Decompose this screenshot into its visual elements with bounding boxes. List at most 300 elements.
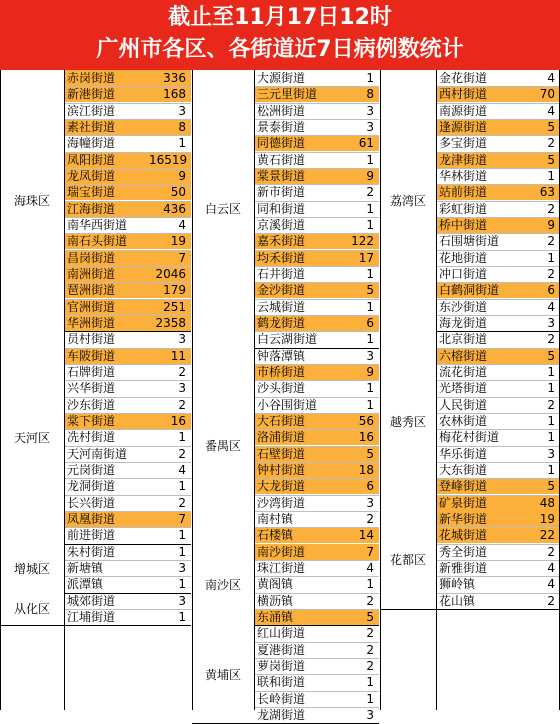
row-divider — [436, 103, 560, 104]
report-date-title: 截止至11月17日12时 — [168, 5, 392, 30]
case-count: 7 — [334, 544, 379, 560]
row-divider — [436, 233, 560, 234]
row-divider — [64, 462, 191, 463]
row-divider — [64, 233, 191, 234]
case-count: 3 — [178, 593, 186, 608]
row-divider — [436, 119, 560, 120]
street-name: 琶洲街道 — [64, 282, 149, 298]
case-count: 2 — [547, 544, 555, 559]
street-name: 景泰街道 — [257, 119, 306, 134]
street-name: 秀全街道 — [439, 544, 488, 559]
case-count: 5 — [334, 609, 379, 625]
row-divider — [436, 184, 560, 185]
street-name: 红山街道 — [257, 626, 306, 641]
row-divider — [64, 429, 191, 430]
street-name: 白云湖街道 — [257, 332, 318, 347]
case-count: 11 — [149, 348, 191, 364]
row-divider — [254, 691, 379, 692]
case-count-table — [0, 70, 560, 722]
street-name: 花地街道 — [439, 250, 488, 265]
case-count: 1 — [178, 609, 186, 624]
street-name: 彩虹街道 — [439, 201, 488, 216]
case-count: 3 — [178, 103, 186, 118]
row-divider — [254, 478, 379, 479]
case-count: 436 — [149, 201, 191, 217]
street-name: 赤岗街道 — [64, 70, 149, 86]
street-name: 北京街道 — [439, 332, 488, 347]
row-divider — [254, 576, 379, 577]
row-divider — [254, 413, 379, 414]
column-divider — [64, 70, 65, 710]
case-count: 2 — [366, 626, 374, 641]
case-count: 1 — [547, 168, 555, 183]
street-name: 长兴街道 — [67, 495, 116, 510]
report-header — [0, 0, 560, 70]
row-divider — [254, 446, 379, 447]
case-count: 3 — [366, 348, 374, 363]
street-name: 东涌镇 — [254, 609, 334, 625]
district-label: 番禺区 — [192, 348, 254, 544]
case-count: 7 — [149, 250, 191, 266]
row-divider — [436, 527, 560, 528]
street-name: 云城街道 — [257, 299, 306, 314]
street-name: 冼村街道 — [67, 430, 116, 445]
case-count: 1 — [366, 381, 374, 396]
street-name: 三元里街道 — [254, 86, 334, 102]
district-label: 荔湾区 — [380, 70, 436, 331]
row-divider — [436, 576, 560, 577]
row-divider — [64, 152, 191, 153]
case-count: 1 — [366, 577, 374, 592]
row-divider — [64, 348, 191, 349]
case-count: 1 — [547, 430, 555, 445]
street-name: 南源街道 — [439, 103, 488, 118]
column-divider — [436, 70, 437, 710]
case-count: 2 — [366, 593, 374, 608]
street-name: 大源街道 — [257, 71, 306, 85]
case-count: 63 — [520, 184, 560, 200]
row-divider — [254, 429, 379, 430]
case-count: 1 — [366, 266, 374, 281]
case-count: 1 — [366, 397, 374, 412]
street-name: 钟落潭镇 — [257, 348, 306, 363]
case-count: 1 — [547, 462, 555, 477]
district-label: 越秀区 — [380, 331, 436, 511]
row-divider — [64, 478, 191, 479]
row-divider — [254, 331, 379, 332]
street-name: 棠景街道 — [254, 168, 334, 184]
street-name: 海龙街道 — [439, 315, 488, 330]
street-name: 长岭街道 — [257, 691, 306, 706]
street-name: 大东街道 — [439, 462, 488, 477]
case-count: 4 — [366, 560, 374, 575]
street-name: 凤阳街道 — [64, 152, 149, 168]
street-name: 新塘镇 — [67, 560, 104, 575]
row-divider — [64, 446, 191, 447]
row-divider — [64, 250, 191, 251]
case-count: 50 — [149, 184, 191, 200]
case-count: 8 — [334, 86, 379, 102]
street-name: 前进街道 — [67, 528, 116, 543]
street-name: 天河南街道 — [67, 446, 128, 461]
case-count: 56 — [334, 413, 379, 429]
street-name: 松洲街道 — [257, 103, 306, 118]
row-divider — [436, 266, 560, 267]
row-divider — [254, 609, 379, 610]
row-divider — [64, 380, 191, 381]
case-count: 4 — [547, 103, 555, 118]
street-name: 南石头街道 — [64, 233, 149, 249]
row-divider — [254, 282, 379, 283]
row-divider — [64, 576, 191, 577]
street-name: 同和街道 — [257, 201, 306, 216]
report-title: 广州市各区、各街道近7日病例数统计 — [96, 37, 464, 62]
column-divider — [380, 70, 381, 710]
row-divider — [254, 642, 379, 643]
street-name: 凤凰街道 — [64, 511, 149, 527]
case-count: 2 — [547, 201, 555, 216]
street-name: 江海街道 — [64, 201, 149, 217]
street-name: 狮岭镇 — [439, 577, 476, 592]
street-name: 兴华街道 — [67, 381, 116, 396]
street-name: 沙湾街道 — [257, 495, 306, 510]
case-count: 3 — [178, 332, 186, 347]
row-divider — [436, 152, 560, 153]
case-count: 5 — [334, 282, 379, 298]
street-name: 嘉禾街道 — [254, 233, 334, 249]
row-divider — [254, 593, 379, 594]
row-divider — [254, 462, 379, 463]
street-name: 龙津街道 — [436, 152, 520, 168]
row-divider — [254, 560, 379, 561]
case-count: 16 — [149, 413, 191, 429]
case-count: 3 — [547, 315, 555, 330]
row-divider — [64, 299, 191, 300]
street-name: 横沥镇 — [257, 593, 294, 608]
case-count: 1 — [366, 691, 374, 706]
row-divider — [436, 299, 560, 300]
case-count: 17 — [334, 250, 379, 266]
case-count: 1 — [366, 201, 374, 216]
case-count: 3 — [366, 103, 374, 118]
row-divider — [64, 266, 191, 267]
case-count: 7 — [149, 511, 191, 527]
street-name: 同德街道 — [254, 135, 334, 151]
street-name: 均禾街道 — [254, 250, 334, 266]
row-divider — [436, 544, 560, 545]
row-divider — [254, 217, 379, 218]
district-label: 花都区 — [380, 511, 436, 609]
street-name: 矿泉街道 — [436, 495, 520, 511]
street-name: 官洲街道 — [64, 299, 149, 315]
street-name: 江埔街道 — [67, 609, 116, 624]
case-count: 5 — [520, 119, 560, 135]
street-name: 钟村街道 — [254, 462, 334, 478]
case-count: 4 — [178, 217, 186, 232]
street-name: 海幢街道 — [67, 136, 116, 151]
street-name: 城郊街道 — [67, 593, 116, 608]
street-name: 昌岗街道 — [64, 250, 149, 266]
district-label: 从化区 — [0, 593, 64, 626]
case-count: 1 — [547, 381, 555, 396]
street-name: 珠江街道 — [257, 560, 306, 575]
street-name: 滨江街道 — [67, 103, 116, 118]
district-label: 白云区 — [192, 70, 254, 348]
row-divider — [254, 658, 379, 659]
street-name: 金花街道 — [439, 71, 488, 85]
street-name: 花山镇 — [439, 593, 476, 608]
street-name: 人民街道 — [439, 397, 488, 412]
street-name: 夏港街道 — [257, 642, 306, 657]
row-divider — [64, 86, 191, 87]
case-count: 1 — [547, 250, 555, 265]
case-count: 6 — [334, 315, 379, 331]
street-name: 农林街道 — [439, 413, 488, 428]
row-divider — [436, 397, 560, 398]
street-name: 光塔街道 — [439, 381, 488, 396]
street-name: 登峰街道 — [436, 478, 520, 494]
case-count: 2 — [547, 136, 555, 151]
street-name: 员村街道 — [67, 332, 116, 347]
district-divider — [380, 609, 560, 610]
row-divider — [64, 413, 191, 414]
case-count: 1 — [178, 544, 186, 559]
district-label: 增城区 — [0, 544, 64, 593]
row-divider — [436, 282, 560, 283]
column-divider — [254, 70, 255, 710]
case-count: 2 — [178, 397, 186, 412]
case-count: 1 — [366, 675, 374, 690]
row-divider — [254, 233, 379, 234]
case-count: 2 — [547, 332, 555, 347]
row-divider — [254, 364, 379, 365]
street-name: 元岗街道 — [67, 462, 116, 477]
row-divider — [64, 201, 191, 202]
street-name: 南村镇 — [257, 511, 294, 526]
case-count: 5 — [334, 446, 379, 462]
street-name: 龙湖街道 — [257, 707, 306, 722]
case-count: 1 — [366, 332, 374, 347]
street-name: 石楼镇 — [254, 527, 334, 543]
row-divider — [436, 462, 560, 463]
street-name: 沙东街道 — [67, 397, 116, 412]
street-name: 洛浦街道 — [254, 429, 334, 445]
street-name: 大龙街道 — [254, 478, 334, 494]
case-count: 168 — [149, 86, 191, 102]
row-divider — [436, 429, 560, 430]
row-divider — [64, 184, 191, 185]
case-count: 251 — [149, 299, 191, 315]
row-divider — [254, 135, 379, 136]
street-name: 棠下街道 — [64, 413, 149, 429]
case-count: 8 — [149, 119, 191, 135]
row-divider — [254, 707, 379, 708]
case-count: 2 — [366, 185, 374, 200]
row-divider — [436, 348, 560, 349]
case-count: 19 — [520, 511, 560, 527]
street-name: 西村街道 — [436, 86, 520, 102]
row-divider — [254, 315, 379, 316]
case-count: 1 — [178, 479, 186, 494]
case-count: 179 — [149, 282, 191, 298]
street-name: 新华街道 — [436, 511, 520, 527]
street-name: 派潭镇 — [67, 577, 104, 592]
row-divider — [436, 364, 560, 365]
street-name: 新市街道 — [257, 185, 306, 200]
row-divider — [436, 135, 560, 136]
row-divider — [254, 495, 379, 496]
case-count: 16 — [334, 429, 379, 445]
row-divider — [254, 266, 379, 267]
district-label: 海珠区 — [0, 70, 64, 331]
case-count: 18 — [334, 462, 379, 478]
row-divider — [64, 364, 191, 365]
street-name: 京溪街道 — [257, 217, 306, 232]
case-count: 3 — [366, 119, 374, 134]
street-name: 石壁街道 — [254, 446, 334, 462]
row-divider — [64, 119, 191, 120]
case-count: 9 — [334, 364, 379, 380]
row-divider — [436, 413, 560, 414]
street-name: 新雅街道 — [439, 560, 488, 575]
column-divider — [192, 70, 193, 710]
case-count: 9 — [520, 217, 560, 233]
case-count: 70 — [520, 86, 560, 102]
row-divider — [436, 478, 560, 479]
case-count: 3 — [178, 560, 186, 575]
row-divider — [436, 593, 560, 594]
street-name: 新港街道 — [64, 86, 149, 102]
row-divider — [64, 560, 191, 561]
case-count: 2 — [178, 446, 186, 461]
street-name: 花城街道 — [436, 527, 520, 543]
case-count: 9 — [334, 168, 379, 184]
district-divider — [0, 625, 191, 626]
street-name: 车陂街道 — [64, 348, 149, 364]
case-count: 1 — [366, 299, 374, 314]
row-divider — [64, 397, 191, 398]
row-divider — [254, 152, 379, 153]
street-name: 流花街道 — [439, 364, 488, 379]
case-count: 22 — [520, 527, 560, 543]
street-name: 素社街道 — [64, 119, 149, 135]
row-divider — [254, 674, 379, 675]
row-divider — [254, 527, 379, 528]
row-divider — [254, 299, 379, 300]
case-count: 14 — [334, 527, 379, 543]
row-divider — [64, 103, 191, 104]
street-name: 南洲街道 — [64, 266, 149, 282]
street-name: 市桥街道 — [254, 364, 334, 380]
case-count: 1 — [178, 430, 186, 445]
street-name: 联和街道 — [257, 675, 306, 690]
case-count: 336 — [149, 70, 191, 86]
case-count: 1 — [547, 364, 555, 379]
street-name: 石围塘街道 — [439, 234, 500, 249]
street-name: 金沙街道 — [254, 282, 334, 298]
case-count: 1 — [178, 136, 186, 151]
street-name: 龙洞街道 — [67, 479, 116, 494]
case-count: 2358 — [149, 315, 191, 331]
case-count: 6 — [520, 282, 560, 298]
street-name: 东沙街道 — [439, 299, 488, 314]
row-divider — [64, 168, 191, 169]
case-count: 1 — [366, 71, 374, 85]
case-count: 1 — [178, 528, 186, 543]
street-name: 逢源街道 — [436, 119, 520, 135]
row-divider — [436, 217, 560, 218]
row-divider — [254, 250, 379, 251]
row-divider — [254, 201, 379, 202]
case-count: 19 — [149, 233, 191, 249]
street-name: 南沙街道 — [254, 544, 334, 560]
row-divider — [254, 119, 379, 120]
case-count: 61 — [334, 135, 379, 151]
row-divider — [436, 168, 560, 169]
row-divider — [64, 609, 191, 610]
case-count: 122 — [334, 233, 379, 249]
row-divider — [254, 103, 379, 104]
street-name: 瑞宝街道 — [64, 184, 149, 200]
case-count: 16519 — [149, 152, 191, 168]
street-name: 冲口街道 — [439, 266, 488, 281]
row-divider — [64, 527, 191, 528]
row-divider — [64, 511, 191, 512]
street-name: 梅花村街道 — [439, 430, 500, 445]
row-divider — [64, 282, 191, 283]
street-name: 黄阁镇 — [257, 577, 294, 592]
street-name: 朱村街道 — [67, 544, 116, 559]
street-name: 南华西街道 — [67, 217, 128, 232]
case-count: 4 — [547, 71, 555, 85]
street-name: 石井街道 — [257, 266, 306, 281]
case-count: 5 — [520, 478, 560, 494]
row-divider — [64, 315, 191, 316]
case-count: 3 — [547, 446, 555, 461]
row-divider — [436, 560, 560, 561]
street-name: 华洲街道 — [64, 315, 149, 331]
street-name: 六榕街道 — [436, 348, 520, 364]
row-divider — [254, 168, 379, 169]
street-name: 桥中街道 — [436, 217, 520, 233]
street-name: 鹤龙街道 — [254, 315, 334, 331]
case-count: 2046 — [149, 266, 191, 282]
row-divider — [436, 495, 560, 496]
case-count: 3 — [178, 381, 186, 396]
row-divider — [254, 511, 379, 512]
case-count: 4 — [178, 462, 186, 477]
case-count: 2 — [547, 397, 555, 412]
row-divider — [64, 135, 191, 136]
case-count: 4 — [547, 560, 555, 575]
street-name: 白鹤洞街道 — [436, 282, 520, 298]
street-name: 石牌街道 — [67, 364, 116, 379]
case-count: 2 — [547, 593, 555, 608]
case-count: 2 — [178, 364, 186, 379]
district-label: 南沙区 — [192, 544, 254, 626]
row-divider — [254, 86, 379, 87]
case-count: 1 — [366, 152, 374, 167]
row-divider — [436, 250, 560, 251]
case-count: 1 — [178, 577, 186, 592]
case-count: 2 — [366, 642, 374, 657]
column-divider — [0, 70, 1, 710]
case-count: 9 — [149, 168, 191, 184]
case-count: 4 — [547, 299, 555, 314]
row-divider — [436, 86, 560, 87]
street-name: 龙凤街道 — [64, 168, 149, 184]
case-count: 3 — [366, 707, 374, 722]
